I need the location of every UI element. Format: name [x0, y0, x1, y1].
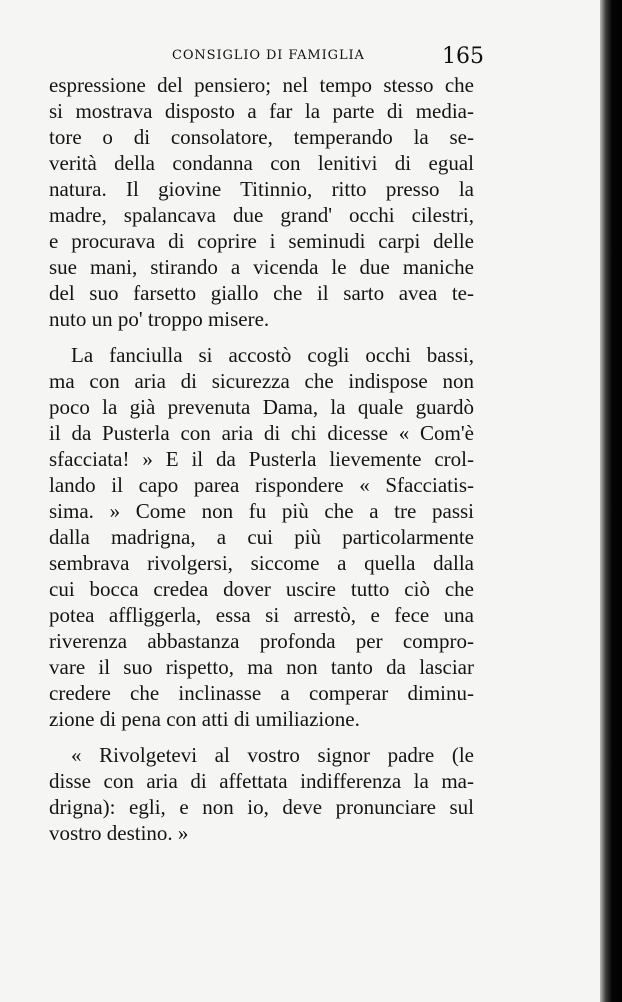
- text-line: poco la già prevenuta Dama, la quale guardò: [49, 395, 474, 419]
- text-line: vare il suo rispetto, ma non tanto da lasciar: [49, 655, 474, 679]
- running-title: CONSIGLIO DI FAMIGLIA: [172, 48, 365, 63]
- page-number: 165: [442, 44, 484, 69]
- text-line: madre, spalancava due grand' occhi cilestri,: [49, 203, 474, 227]
- text-line: sembrava rivolgersi, siccome a quella dalla: [49, 551, 474, 575]
- text-line: dalla madrigna, a cui più particolarmente: [49, 525, 474, 549]
- text-line: potea affliggerla, essa si arrestò, e fece una: [49, 603, 474, 627]
- text-line: tore o di consolatore, temperando la se-: [49, 125, 474, 149]
- text-line: e procurava di coprire i seminudi carpi delle: [49, 229, 474, 253]
- body-text: [49, 72, 474, 846]
- text-line: il da Pusterla con aria di chi dicesse « Com'è: [49, 421, 474, 445]
- text-line: lando il capo parea rispondere « Sfacciatis-: [49, 473, 474, 497]
- text-line: nuto un po' troppo misere.: [49, 307, 270, 331]
- text-line: disse con aria di affettata indifferenza la ma-: [49, 769, 474, 793]
- text-line: cui bocca credea dover uscire tutto ciò che: [49, 577, 474, 601]
- text-line: credere che inclinasse a comperar diminu-: [49, 681, 474, 705]
- text-line: sfacciata! » E il da Pusterla lievemente crol-: [49, 447, 474, 471]
- text-line: drigna): egli, e non io, deve pronunciare sul: [49, 795, 474, 819]
- page-edge-shadow: [600, 0, 622, 1002]
- text-line: natura. Il giovine Titinnio, ritto presso la: [49, 177, 474, 201]
- text-line: « Rivolgetevi al vostro signor padre (le: [71, 743, 474, 767]
- text-line: sue mani, stirando a vicenda le due maniche: [49, 255, 474, 279]
- page-header: [172, 44, 484, 74]
- text-line: sima. » Come non fu più che a tre passi: [49, 499, 474, 523]
- text-line: riverenza abbastanza profonda per compro-: [49, 629, 474, 653]
- text-line: del suo farsetto giallo che il sarto avea te-: [49, 281, 474, 305]
- text-line: verità della condanna con lenitivi di egual: [49, 151, 474, 175]
- paragraph-gap: [49, 732, 474, 742]
- text-line: zione di pena con atti di umiliazione.: [49, 707, 360, 731]
- paragraph-gap: [49, 332, 474, 342]
- text-line: vostro destino. »: [49, 821, 189, 845]
- text-line: ma con aria di sicurezza che indispose non: [49, 369, 474, 393]
- text-line: si mostrava disposto a far la parte di media-: [49, 99, 474, 123]
- text-line: La fanciulla si accostò cogli occhi bassi,: [71, 343, 474, 367]
- text-line: espressione del pensiero; nel tempo stesso che: [49, 73, 474, 97]
